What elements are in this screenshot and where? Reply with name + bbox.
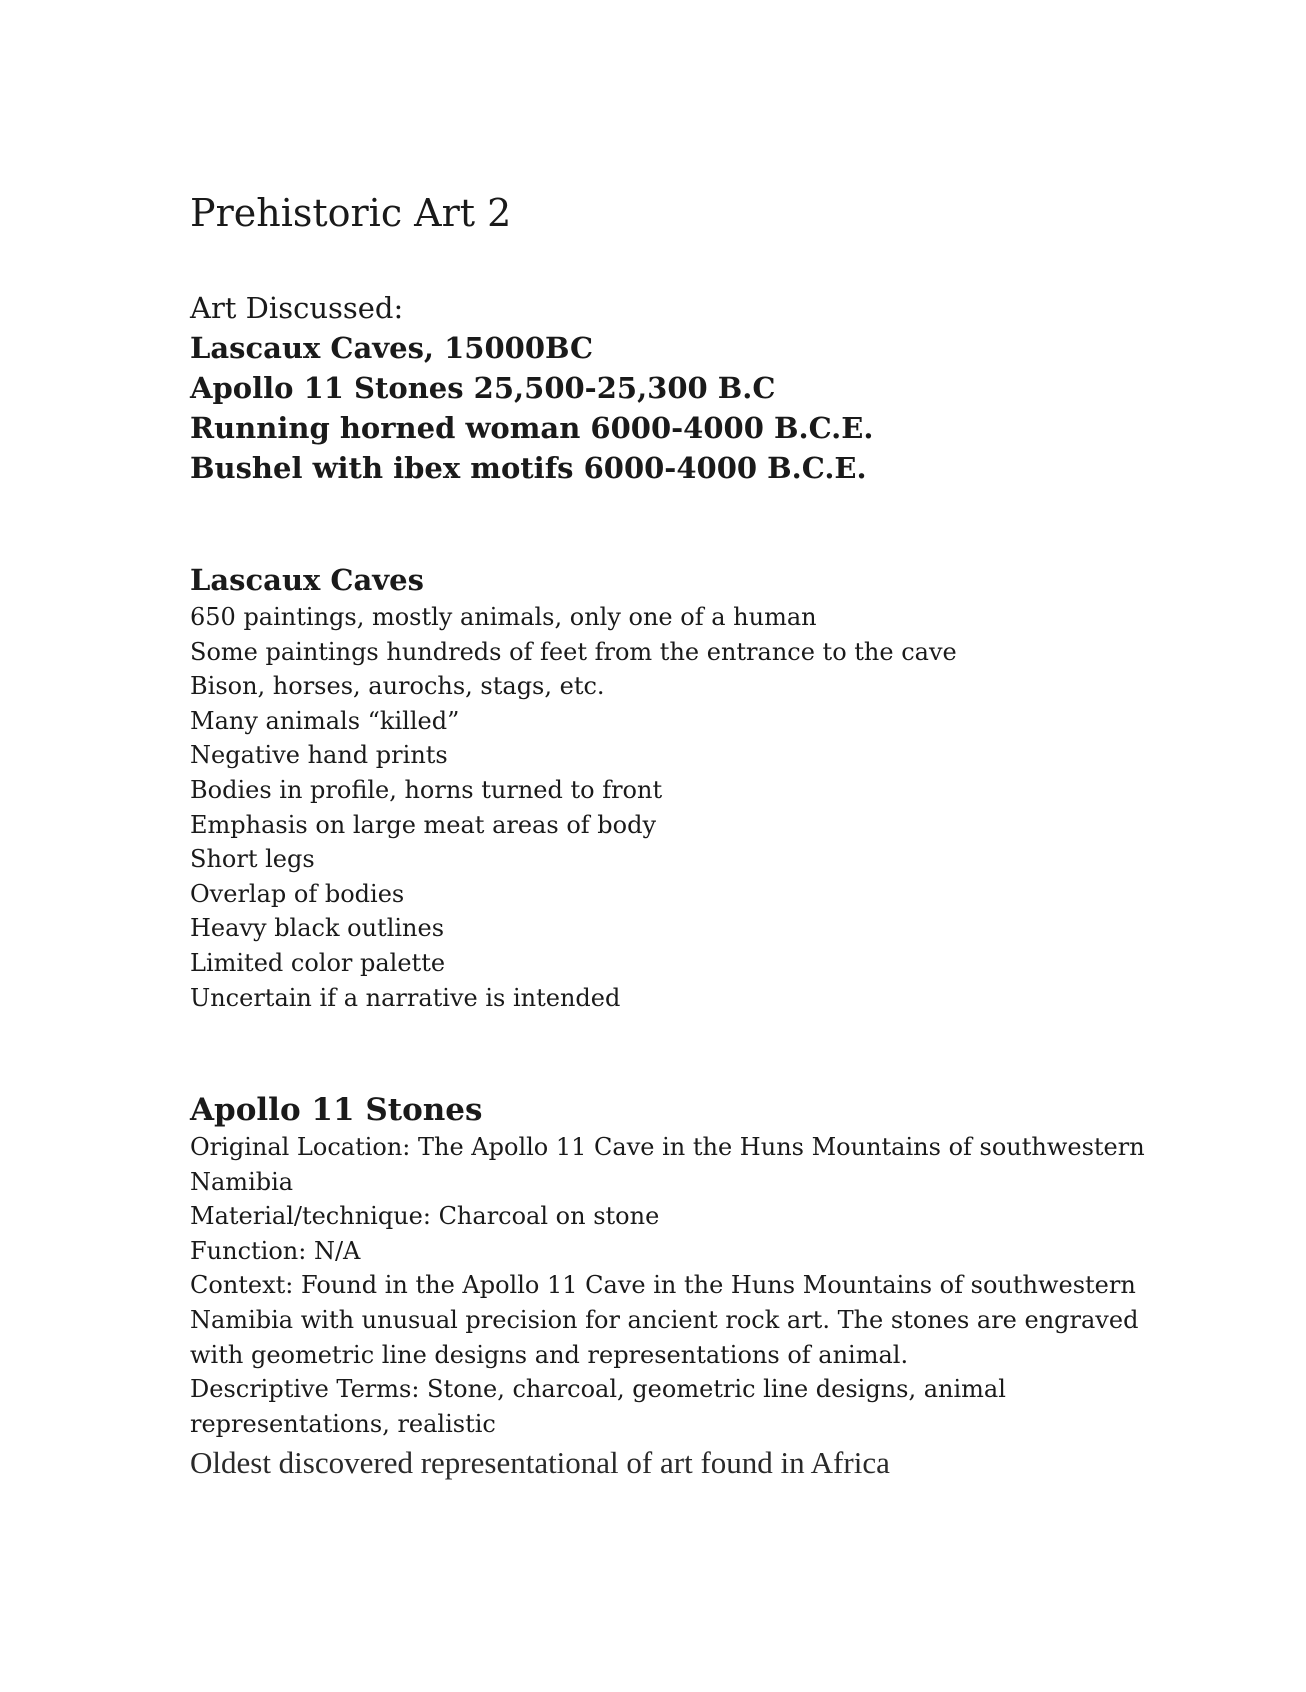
apollo-descriptive-terms: Descriptive Terms: Stone, charcoal, geometric line designs, animal representations, realistic <box>190 1375 1006 1438</box>
lascaux-line: Heavy black outlines <box>190 914 445 943</box>
lascaux-heading: Lascaux Caves <box>190 563 424 597</box>
lascaux-section <box>190 560 1150 1015</box>
lascaux-line: Bison, horses, aurochs, stags, etc. <box>190 672 605 701</box>
lascaux-line: Bodies in profile, horns turned to front <box>190 775 663 804</box>
lascaux-line: Negative hand prints <box>190 741 448 770</box>
apollo-section <box>190 1090 1150 1483</box>
art-discussed-label: Art Discussed: <box>190 291 404 325</box>
art-discussed-item-lascaux: Lascaux Caves, 15000BC <box>190 331 594 365</box>
lascaux-line: Overlap of bodies <box>190 879 405 908</box>
lascaux-line: Many animals “killed” <box>190 706 460 735</box>
lascaux-line: Uncertain if a narrative is intended <box>190 983 621 1012</box>
art-discussed-block <box>190 288 873 488</box>
apollo-function: Function: N/A <box>190 1236 361 1265</box>
art-discussed-item-apollo: Apollo 11 Stones 25,500-25,300 B.C <box>190 371 776 405</box>
art-discussed-item-horned-woman: Running horned woman 6000-4000 B.C.E. <box>190 411 874 445</box>
lascaux-line: Short legs <box>190 845 315 874</box>
art-discussed-item-bushel: Bushel with ibex motifs 6000-4000 B.C.E. <box>190 451 867 485</box>
lascaux-line: Emphasis on large meat areas of body <box>190 810 657 839</box>
apollo-material-technique: Material/technique: Charcoal on stone <box>190 1202 660 1231</box>
apollo-heading: Apollo 11 Stones <box>190 1092 483 1128</box>
apollo-context: Context: Found in the Apollo 11 Cave in the Huns Mountains of southwestern Namibia with unusual precision for ancient rock art. The stones are engraved with geometric line designs and representations of animal. <box>190 1271 1139 1369</box>
page-title: Prehistoric Art 2 <box>190 191 512 235</box>
apollo-final-note: Oldest discovered representational of art found in Africa <box>190 1445 890 1481</box>
lascaux-line: Limited color palette <box>190 948 446 977</box>
lascaux-line: Some paintings hundreds of feet from the entrance to the cave <box>190 637 957 666</box>
lascaux-line: 650 paintings, mostly animals, only one of a human <box>190 603 817 631</box>
apollo-original-location: Original Location: The Apollo 11 Cave in the Huns Mountains of southwestern Namibia <box>190 1133 1145 1196</box>
